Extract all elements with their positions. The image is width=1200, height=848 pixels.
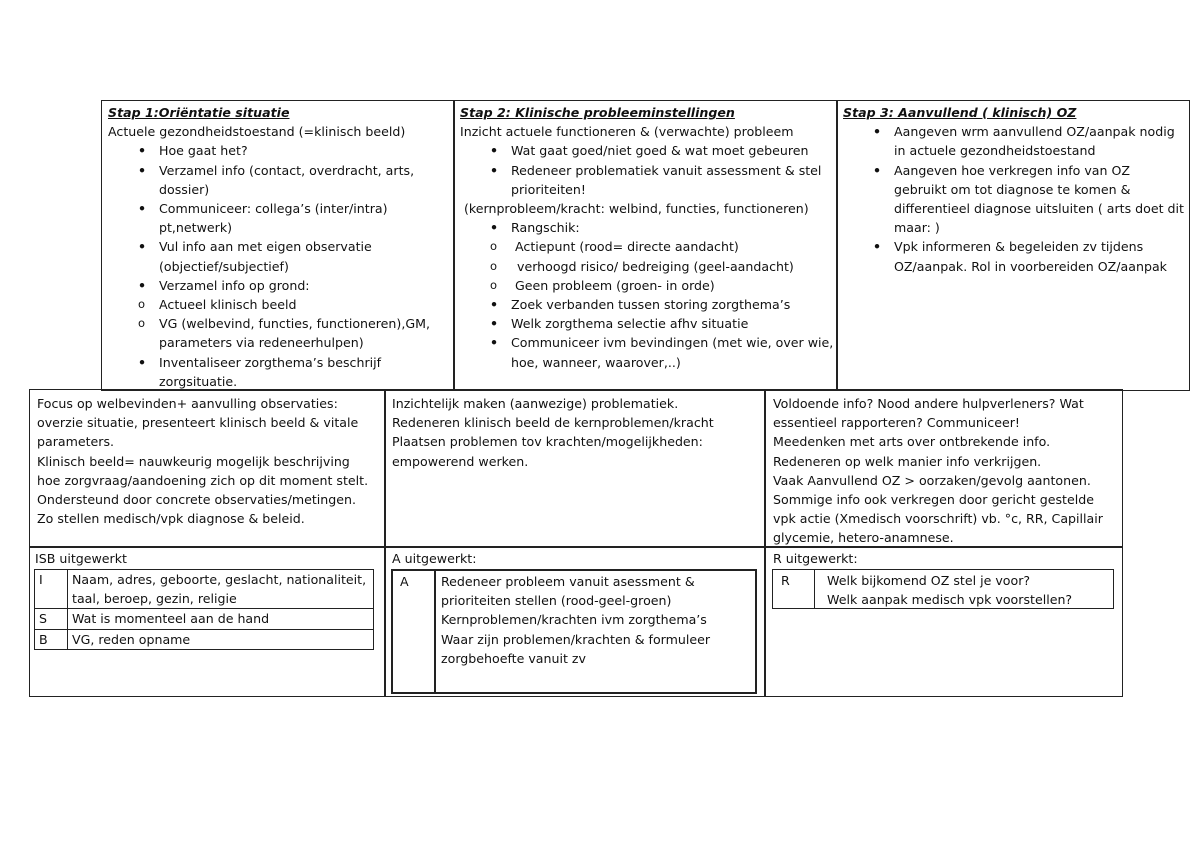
text-line: zorgbehoefte vanuit zv <box>441 650 586 666</box>
text-line: overzie situatie, presenteert klinisch beeld & vitale <box>37 415 359 431</box>
text-line: essentieel rapporteren? Communiceer! <box>773 415 1020 431</box>
list-item: • Verzamel info (contact, overdracht, arts, dossier) <box>108 161 452 199</box>
text-line: glycemie, hetero-anamnese. <box>773 530 954 546</box>
step2-title: Stap 2: Klinische probleeminstellingen <box>460 105 735 120</box>
text-line: Meedenken met arts over ontbrekende info. <box>773 434 1051 450</box>
step1-title: Stap 1:Oriëntatie situatie <box>108 105 290 120</box>
step2-intro: Inzicht actuele functioneren & (verwachte) probleem <box>460 124 794 140</box>
row-key: I <box>35 570 68 609</box>
text-line: hoe zorgvraag/aandoening zich op dit moment stelt. <box>37 472 369 488</box>
list-item: o Geen probleem (groen- in orde) <box>460 276 834 295</box>
step2-list-b <box>460 218 834 372</box>
step1-box <box>101 100 455 391</box>
text-line: Voldoende info? Nood andere hulpverleners? Wat <box>773 396 1084 411</box>
list-item: • Wat gaat goed/niet goed & wat moet gebeuren <box>460 141 834 160</box>
text-line: Welk aanpak medisch vpk voorstellen? <box>827 592 1073 608</box>
focus-col2 <box>392 394 760 471</box>
text-line: vpk actie (Xmedisch voorschrift) vb. °c, RR, Capillair <box>773 511 1103 527</box>
list-item: o verhoogd risico/ bedreiging (geel-aandacht) <box>460 257 834 276</box>
step3-box <box>836 100 1190 391</box>
text-line: Klinisch beeld= nauwkeurig mogelijk beschrijving <box>37 453 350 469</box>
list-item: • Rangschik: <box>460 218 834 237</box>
text-line: parameters. <box>37 434 115 450</box>
a-header: A uitgewerkt: <box>392 551 477 566</box>
list-item: o VG (welbevind, functies, functioneren),GM, parameters via redeneerhulpen) <box>108 314 452 352</box>
text-line: Redeneer probleem vanuit asessment & <box>441 574 695 589</box>
list-item: • Vul info aan met eigen observatie (objectief/subjectief) <box>108 237 452 275</box>
r-text <box>827 571 1112 609</box>
step2-box <box>453 100 838 391</box>
row-text: VG, reden opname <box>68 629 374 649</box>
table-row <box>35 570 374 609</box>
text-line: Vaak Aanvullend OZ > oorzaken/gevolg aantonen. <box>773 472 1091 488</box>
text-line: Plaatsen problemen tov krachten/mogelijkheden: <box>392 434 703 450</box>
text-line: Sommige info ook verkregen door gericht gestelde <box>773 492 1094 508</box>
divider <box>384 389 386 697</box>
text-line: Welk bijkomend OZ stel je voor? <box>827 573 1031 588</box>
text-line: prioriteiten stellen (rood-geel-groen) <box>441 593 672 609</box>
text-line: Redeneren op welk manier info verkrijgen. <box>773 453 1042 469</box>
list-item: • Vpk informeren & begeleiden zv tijdens OZ/aanpak. Rol in voorbereiden OZ/aanpak <box>843 237 1185 275</box>
list-item: • Aangeven wrm aanvullend OZ/aanpak nodig in actuele gezondheidstoestand <box>843 122 1185 160</box>
divider <box>814 570 815 608</box>
a-box <box>391 569 757 694</box>
r-header: R uitgewerkt: <box>773 551 858 566</box>
table-row <box>35 629 374 649</box>
row-key: B <box>35 629 68 649</box>
isb-header: ISB uitgewerkt <box>35 551 127 566</box>
text-line: Kernproblemen/krachten ivm zorgthema’s <box>441 612 707 628</box>
list-item: • Redeneer problematiek vanuit assessment & stel prioriteiten! <box>460 161 834 199</box>
isb-table <box>34 569 374 650</box>
list-item: • Welk zorgthema selectie afhv situatie <box>460 314 834 333</box>
a-key: A <box>400 574 409 589</box>
text-line: Ondersteund door concrete observaties/metingen. <box>37 492 356 508</box>
text-line: Focus op welbevinden+ aanvulling observaties: <box>37 396 338 411</box>
list-item: • Communiceer ivm bevindingen (met wie, over wie, hoe, wanneer, waarover,..) <box>460 333 834 371</box>
step2-list-a <box>460 141 834 199</box>
focus-col3 <box>773 394 1121 548</box>
step3-title: Stap 3: Aanvullend ( klinisch) OZ <box>843 105 1077 120</box>
r-box <box>772 569 1114 609</box>
step2-middle: (kernprobleem/kracht: welbind, functies, functioneren) <box>464 201 809 217</box>
row-key: S <box>35 609 68 629</box>
text-line: Inzichtelijk maken (aanwezige) problematiek. <box>392 396 679 411</box>
a-text <box>441 572 753 668</box>
text-line: Zo stellen medisch/vpk diagnose & beleid. <box>37 511 305 527</box>
text-line: Redeneren klinisch beeld de kernproblemen/kracht <box>392 415 714 431</box>
list-item: • Zoek verbanden tussen storing zorgthema’s <box>460 295 834 314</box>
list-item: o Actiepunt (rood= directe aandacht) <box>460 237 834 256</box>
text-line: empowerend werken. <box>392 453 529 469</box>
list-item: • Communiceer: collega’s (inter/intra) pt,netwerk) <box>108 199 452 237</box>
list-item: • Aangeven hoe verkregen info van OZ gebruikt om tot diagnose te komen & differentieel diagnose uitsluiten ( arts doet dit maar: ) <box>843 161 1185 238</box>
divider <box>434 571 436 692</box>
list-item: o Actueel klinisch beeld <box>108 295 452 314</box>
step1-list <box>108 141 452 391</box>
list-item: • Inventaliseer zorgthema’s beschrijf zorgsituatie. <box>108 353 452 391</box>
row-text: Naam, adres, geboorte, geslacht, nationaliteit, taal, beroep, gezin, religie <box>68 570 374 609</box>
focus-col1 <box>37 394 382 528</box>
list-item: • Hoe gaat het? <box>108 141 452 160</box>
step1-intro: Actuele gezondheidstoestand (=klinisch beeld) <box>108 124 406 140</box>
r-key: R <box>781 573 790 588</box>
row-text: Wat is momenteel aan de hand <box>68 609 374 629</box>
text-line: Waar zijn problemen/krachten & formuleer <box>441 631 711 647</box>
table-row <box>35 609 374 629</box>
divider <box>764 389 766 697</box>
step3-list <box>843 122 1185 276</box>
list-item: • Verzamel info op grond: <box>108 276 452 295</box>
